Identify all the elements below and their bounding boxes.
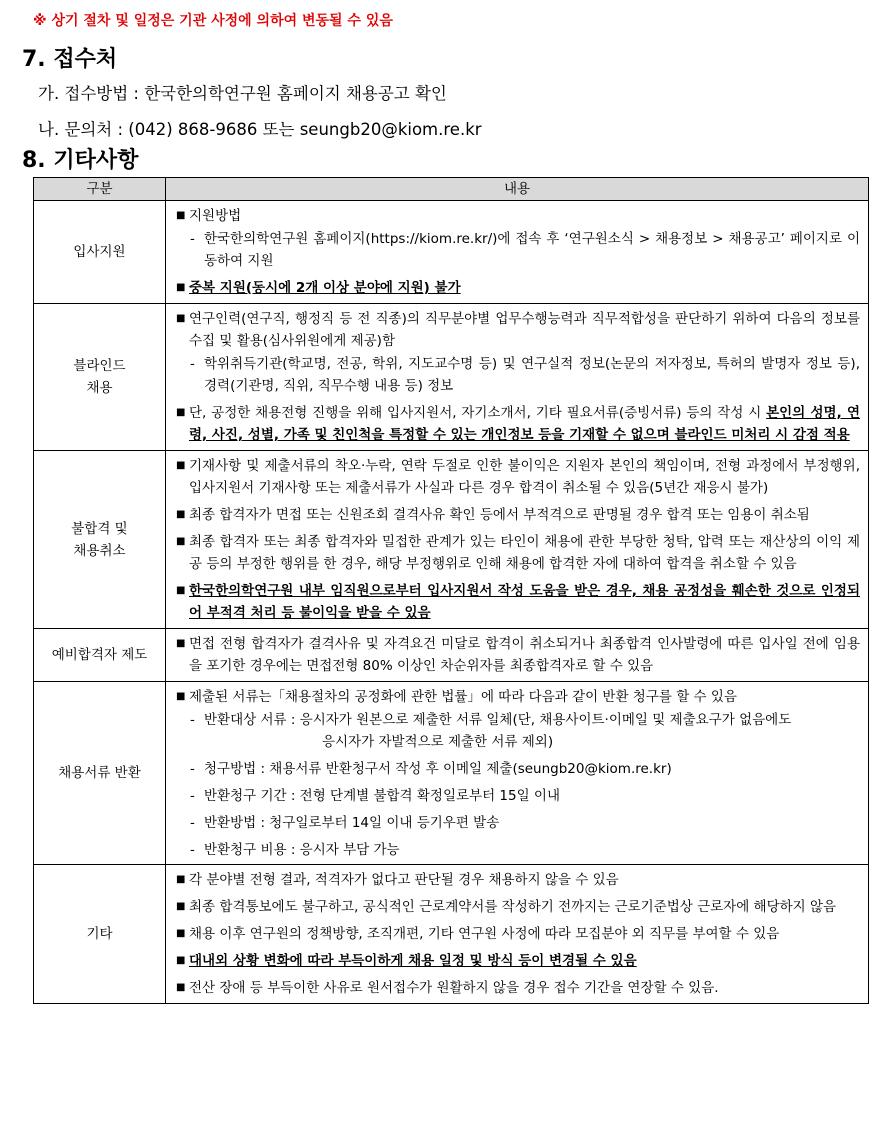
list-item: ■ 채용 이후 연구원의 정책방향, 조직개편, 기타 연구원 사정에 따라 모집분야 외 직무를 부여할 수 있음 — [176, 923, 860, 945]
list-item: ■ 최종 합격자 또는 최종 합격자와 밀접한 관계가 있는 타인이 채용에 관한 부당한 청탁, 압력 또는 재산상의 이익 제공 등의 부정한 행위를 한 경우, 해당 부정행위로 인해 채용에 합격한 자에 대하여 합격을 취소할 수 있음 — [176, 531, 860, 575]
list-item: ■ 연구인력(연구직, 행정직 등 전 직종)의 직무분야별 업무수행능력과 직무적합성을 판단하기 위하여 다음의 정보를 수집 및 활용(심사위원에게 제공)함 — [176, 308, 860, 352]
header-content: 내용 — [166, 178, 869, 201]
list-item: ■ 전산 장애 등 부득이한 사유로 원서접수가 원활하지 않을 경우 접수 기간을 연장할 수 있음. — [176, 977, 860, 999]
list-item: ■ 각 분야별 전형 결과, 적격자가 없다고 판단될 경우 채용하지 않을 수 있음 — [176, 869, 860, 891]
list-item-continued: 응시자가 자발적으로 제출한 서류 제외) — [322, 734, 554, 750]
table-row — [34, 629, 869, 682]
list-item: ■ 제출된 서류는「채용절차의 공정화에 관한 법률」에 따라 다음과 같이 반환 청구를 할 수 있음 — [176, 686, 860, 708]
header-category: 구분 — [34, 178, 166, 201]
row-category-docs: 채용서류 반환 — [34, 682, 166, 865]
schedule-change-notice: ※ 상기 절차 및 일정은 기관 사정에 의하여 변동될 수 있음 — [33, 13, 393, 29]
table-row — [34, 865, 869, 1004]
category-line: 불합격 및 — [71, 520, 128, 537]
row-content-reserve — [166, 629, 869, 682]
misc-info-table — [33, 177, 869, 1004]
list-item-emphasis: 본인의 성명, 연령, 사진, 성별, 가족 및 친인척을 특정할 수 있는 개인정보 등을 기재할 수 없으며 블라인드 미처리 시 감점 적용 — [189, 405, 860, 443]
list-item: ■ 최종 합격자가 면접 또는 신원조회 결격사유 확인 등에서 부적격으로 판명될 경우 합격 또는 임용이 취소됨 — [176, 504, 860, 526]
list-item: - 한국한의학연구원 홈페이지(https://kiom.re.kr/)에 접속 후 ‘연구원소식 > 채용정보 > 채용공고’ 페이지로 이동하여 지원 — [176, 228, 860, 272]
list-item: - 반환청구 비용 : 응시자 부담 가능 — [176, 839, 860, 861]
row-content-cancel — [166, 451, 869, 629]
section-7-title: 7. 접수처 — [22, 47, 118, 72]
list-item: - 청구방법 : 채용서류 반환청구서 작성 후 이메일 제출(seungb20@kiom.re.kr) — [176, 758, 860, 780]
list-item: - 반환방법 : 청구일로부터 14일 이내 등기우편 발송 — [176, 812, 860, 834]
row-content-blind — [166, 304, 869, 451]
row-category-apply: 입사지원 — [34, 201, 166, 304]
list-item: ■ 대내외 상황 변화에 따라 부득이하게 채용 일정 및 방식 등이 변경될 수 있음 — [176, 950, 860, 972]
list-item: ■ 지원방법 — [176, 205, 860, 227]
row-content-docs — [166, 682, 869, 865]
list-item: ■ 중복 지원(동시에 2개 이상 분야에 지원) 불가 — [176, 277, 860, 299]
category-line: 채용 — [86, 380, 113, 396]
category-line: 채용취소 — [73, 542, 126, 559]
table-row — [34, 682, 869, 865]
row-category-etc: 기타 — [34, 865, 166, 1004]
row-content-etc — [166, 865, 869, 1004]
list-item: ■ 기재사항 및 제출서류의 착오·누락, 연락 두절로 인한 불이익은 지원자 본인의 책임이며, 전형 과정에서 부정행위, 입사지원서 기재사항 또는 제출서류가 사실과 다른 경우 합격이 취소될 수 있음(5년간 재응시 불가) — [176, 455, 860, 499]
table-row — [34, 451, 869, 629]
table-row — [34, 304, 869, 451]
list-item: - 반환대상 서류 : 응시자가 원본으로 제출한 서류 일체(단, 채용사이트·이메일 및 제출요구가 없음에도 — [176, 709, 860, 731]
list-item-text: 단, 공정한 채용전형 진행을 위해 입사지원서, 자기소개서, 기타 필요서류(증빙서류) 등의 작성 시 — [189, 405, 767, 421]
contact-info: 나. 문의처 : (042) 868-9686 또는 seungb20@kiom.re.kr — [38, 120, 482, 139]
row-category-cancel — [34, 451, 166, 629]
list-item: ■ 한국한의학연구원 내부 임직원으로부터 입사지원서 작성 도움을 받은 경우, 채용 공정성을 훼손한 것으로 인정되어 부적격 처리 등 불이익을 받을 수 있음 — [176, 580, 860, 624]
application-method: 가. 접수방법 : 한국한의학연구원 홈페이지 채용공고 확인 — [38, 84, 447, 103]
table-header-row — [34, 178, 869, 201]
list-item: - 학위취득기관(학교명, 전공, 학위, 지도교수명 등) 및 연구실적 정보(논문의 저자정보, 특허의 발명자 정보 등), 경력(기관명, 직위, 직무수행 내용 등) 정보 — [176, 353, 860, 397]
row-content-apply — [166, 201, 869, 304]
list-item: ■ 면접 전형 합격자가 결격사유 및 자격요건 미달로 합격이 취소되거나 최종합격 인사발령에 따른 입사일 전에 임용을 포기한 경우에는 면접전형 80% 이상인 차순위자를 최종합격자로 할 수 있음 — [176, 633, 860, 677]
section-8-title: 8. 기타사항 — [22, 148, 139, 173]
category-line: 블라인드 — [73, 358, 126, 374]
list-item: - 반환청구 기간 : 전형 단계별 불합격 확정일로부터 15일 이내 — [176, 785, 860, 807]
row-category-reserve: 예비합격자 제도 — [34, 629, 166, 682]
table-row — [34, 201, 869, 304]
row-category-blind — [34, 304, 166, 451]
list-item: ■ 최종 합격통보에도 불구하고, 공식적인 근로계약서를 작성하기 전까지는 근로기준법상 근로자에 해당하지 않음 — [176, 896, 860, 918]
list-item — [176, 402, 860, 446]
